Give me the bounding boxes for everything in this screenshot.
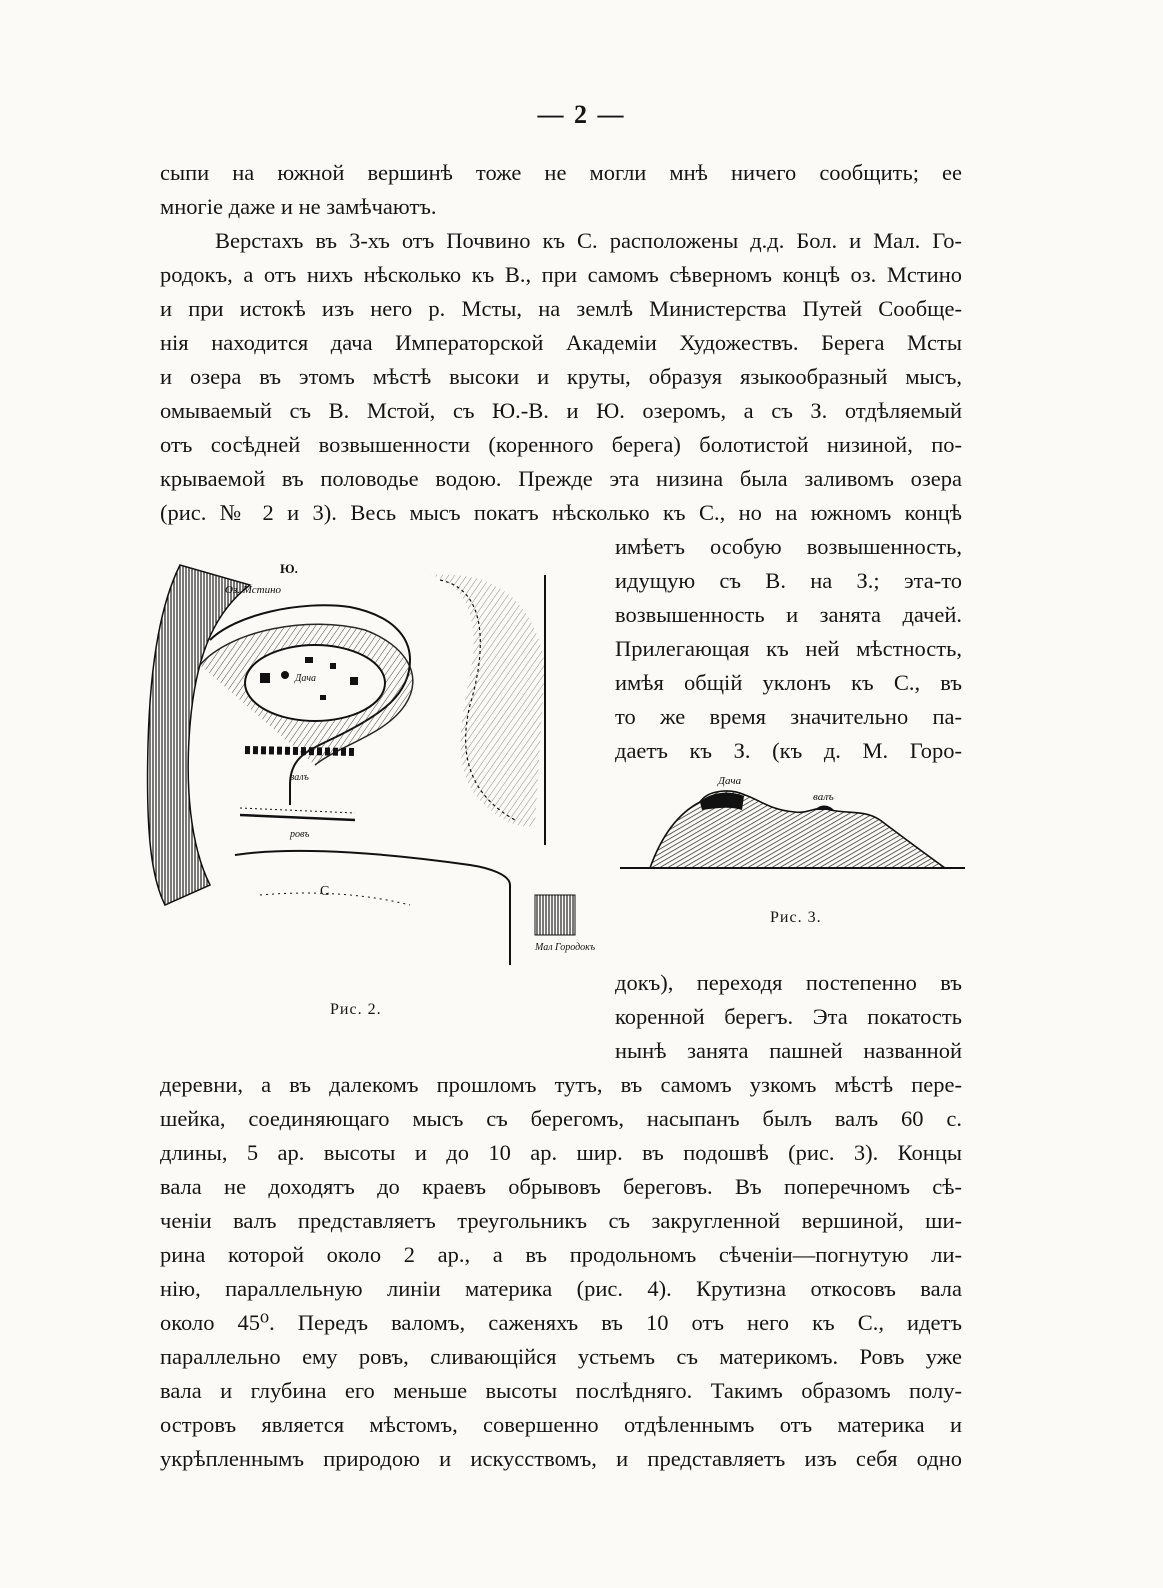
text-line: нію, параллельную линіи материка (рис. 4). Крутизна откосовъ вала [160, 1276, 962, 1301]
text-line: ченіи валъ представляетъ треугольникъ съ закругленной вершиной, ши- [160, 1208, 962, 1233]
text-line: родокъ, а отъ нихъ нѣсколько къ В., при самомъ сѣверномъ концѣ оз. Мстино [160, 262, 962, 287]
figure-3-label-val: валъ [813, 791, 834, 803]
text-line: крываемой въ половодье водою. Прежде эта низина была заливомъ озера [160, 466, 962, 491]
text-line: параллельно ему ровъ, сливающійся устьемъ съ материкомъ. Ровъ уже [160, 1344, 962, 1369]
figure-2-label-lake: Оз. Мстино [225, 584, 282, 596]
figure-2-label-north: С [320, 884, 330, 899]
text-line: укрѣпленнымъ природою и искусствомъ, и представляетъ изъ себя одно [160, 1446, 962, 1471]
figure-2-label-village: Мал Городокъ [535, 942, 596, 953]
text-line: даетъ къ З. (къ д. М. Горо- [615, 738, 962, 763]
figure-2-caption: Рис. 2. [330, 1001, 382, 1018]
text-line: нынѣ занята пашней названной [615, 1038, 962, 1063]
figure-3-caption: Рис. 3. [770, 909, 822, 926]
figure-2-label-val: валъ [290, 772, 309, 783]
text-line: Прилегающая къ ней мѣстность, [615, 636, 962, 661]
text-line: длины, 5 ар. высоты и до 10 ар. шир. въ подошвѣ (рис. 3). Концы [160, 1140, 962, 1165]
text-line: островъ является мѣстомъ, совершенно отдѣленнымъ отъ материка и [160, 1412, 962, 1437]
text-line: вала не доходятъ до краевъ обрывовъ береговъ. Въ поперечномъ сѣ- [160, 1174, 962, 1199]
text-line: Верстахъ въ 3-хъ отъ Почвино къ С. расположены д.д. Бол. и Мал. Го- [215, 228, 962, 253]
text-line: то же время значительно па- [615, 704, 962, 729]
figure-2-label-dacha: Дача [295, 673, 317, 684]
figure-2-label-rov: ровъ [290, 829, 310, 840]
text-line: рина которой около 2 ар., а въ продольномъ сѣченіи—погнутую ли- [160, 1242, 962, 1267]
text-line: деревни, а въ далекомъ прошломъ тутъ, въ самомъ узкомъ мѣстѣ пере- [160, 1072, 962, 1097]
figure-2-label-south: Ю. [280, 561, 298, 576]
text-line: вала и глубина его меньше высоты послѣдняго. Такимъ образомъ полу- [160, 1378, 962, 1403]
text-line: идущую съ В. на З.; эта-то [615, 568, 962, 593]
text-line: сыпи на южной вершинѣ тоже не могли мнѣ ничего сообщить; ее [160, 160, 962, 185]
text-line: докъ), переходя постепенно въ [615, 970, 962, 995]
figure-2-map [140, 545, 600, 990]
text-line: имѣя общій уклонъ къ С., въ [615, 670, 962, 695]
text-line: возвышенность и занята дачей. [615, 602, 962, 627]
text-line: (рис. № 2 и 3). Весь мысъ покатъ нѣсколько къ С., но на южномъ концѣ [160, 500, 962, 525]
text-line: коренной берегъ. Эта покатость [615, 1004, 962, 1029]
text-line: и озера въ этомъ мѣстѣ высоки и круты, образуя языкообразный мысъ, [160, 364, 962, 389]
text-line: около 45⁰. Передъ валомъ, саженяхъ въ 10 отъ него къ С., идетъ [160, 1310, 962, 1335]
page-number: — 2 — [537, 100, 626, 129]
text-line: имѣетъ особую возвышенность, [615, 534, 962, 559]
figure-3-label-dacha: Дача [718, 775, 742, 787]
text-line: отъ сосѣдней возвышенности (коренного берега) болотистой низиной, по- [160, 432, 962, 457]
text-line: омываемый съ В. Мстой, съ Ю.-В. и Ю. озеромъ, а съ З. отдѣляемый [160, 398, 962, 423]
text-line: многіе даже и не замѣчаютъ. [160, 194, 437, 219]
text-line: и при истокѣ изъ него р. Мсты, на землѣ Министерства Путей Сообще- [160, 296, 962, 321]
figure-3-profile [620, 770, 965, 875]
text-line: шейка, соединяющаго мысъ съ берегомъ, насыпанъ былъ валъ 60 с. [160, 1106, 962, 1131]
text-line: нія находится дача Императорской Академіи Художествъ. Берега Мсты [160, 330, 962, 355]
